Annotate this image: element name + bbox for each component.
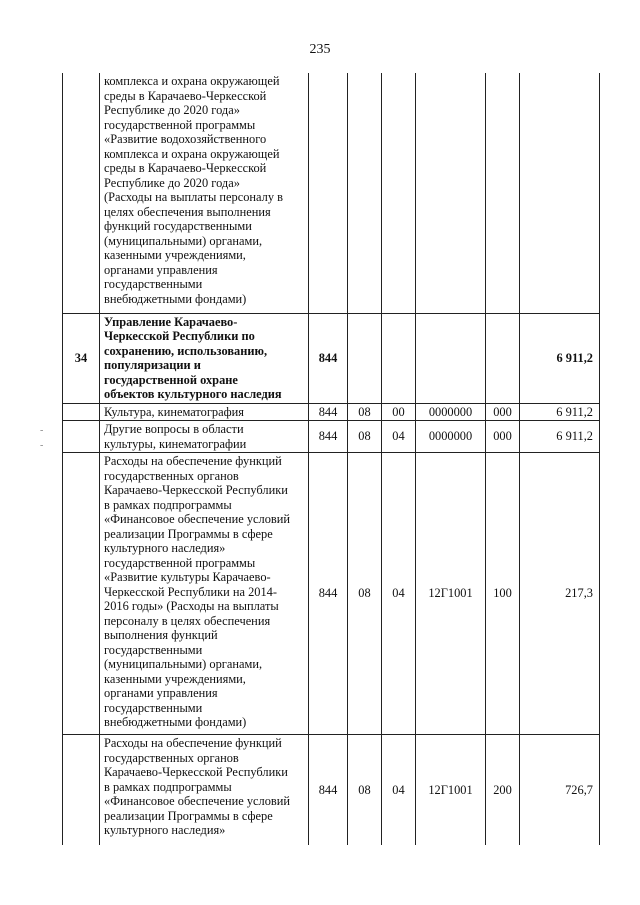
target-code-cell (416, 73, 486, 313)
row-name-cell: Другие вопросы в области культуры, кинематографии (100, 421, 309, 453)
table-row (63, 421, 600, 453)
subsection-code-cell: 04 (382, 453, 416, 735)
expense-type-cell: 100 (486, 453, 520, 735)
target-code-cell: 0000000 (416, 421, 486, 453)
row-name-cell: Расходы на обеспечение функций государственных органов Карачаево-Черкесской Республики в рамках подпрограммы «Финансовое обеспечение условий реализации Программы в сфере культурного наследия» (100, 735, 309, 845)
margin-mark: - (40, 425, 44, 436)
row-number-cell: 34 (63, 313, 100, 403)
table-row (63, 73, 600, 313)
amount-cell: 217,3 (520, 453, 600, 735)
target-code-cell (416, 313, 486, 403)
ministry-code-cell: 844 (309, 453, 348, 735)
table-row (63, 735, 600, 845)
page-number: 235 (309, 42, 331, 57)
row-number-cell (63, 453, 100, 735)
subsection-code-cell (382, 73, 416, 313)
amount-cell: 6 911,2 (520, 403, 600, 421)
table-row (63, 313, 600, 403)
row-number-cell (63, 403, 100, 421)
target-code-cell: 12Г1001 (416, 735, 486, 845)
ministry-code-cell: 844 (309, 735, 348, 845)
section-code-cell (348, 313, 382, 403)
row-number-cell (63, 735, 100, 845)
target-code-cell: 12Г1001 (416, 453, 486, 735)
amount-cell: 6 911,2 (520, 421, 600, 453)
subsection-code-cell: 04 (382, 735, 416, 845)
amount-cell (520, 73, 600, 313)
table-row (63, 453, 600, 735)
row-name-cell: Расходы на обеспечение функций государственных органов Карачаево-Черкесской Республики в рамках подпрограммы «Финансовое обеспечение условий реализации Программы в сфере культурного наследия» государственной программы «Развитие культуры Карачаево- Черкесской Республики на 2014- 2016 годы» (Расходы на выплаты персоналу в целях обеспечения выполнения функций государственными (муниципальными) органами, казенными учреждениями, органами управления государственными внебюджетными фондами) (100, 453, 309, 735)
expense-type-cell (486, 73, 520, 313)
section-code-cell (348, 73, 382, 313)
subsection-code-cell (382, 313, 416, 403)
expense-type-cell (486, 313, 520, 403)
amount-cell: 726,7 (520, 735, 600, 845)
ministry-code-cell: 844 (309, 421, 348, 453)
section-code-cell: 08 (348, 453, 382, 735)
section-code-cell: 08 (348, 421, 382, 453)
row-number-cell (63, 421, 100, 453)
row-name-cell: комплекса и охрана окружающей среды в Карачаево-Черкесской Республике до 2020 года» государственной программы «Развитие водохозяйственного комплекса и охрана окружающей среды в Карачаево-Черкесской Республике до 2020 года» (Расходы на выплаты персоналу в целях обеспечения выполнения функций государственными (муниципальными) органами, казенными учреждениями, органами управления государственными внебюджетными фондами) (100, 73, 309, 313)
margin-mark: - (40, 440, 44, 451)
ministry-code-cell: 844 (309, 403, 348, 421)
subsection-code-cell: 00 (382, 403, 416, 421)
target-code-cell: 0000000 (416, 403, 486, 421)
table-row (63, 403, 600, 421)
ministry-code-cell: 844 (309, 313, 348, 403)
section-code-cell: 08 (348, 735, 382, 845)
budget-table (62, 73, 600, 845)
ministry-code-cell (309, 73, 348, 313)
subsection-code-cell: 04 (382, 421, 416, 453)
expense-type-cell: 000 (486, 421, 520, 453)
amount-cell: 6 911,2 (520, 313, 600, 403)
expense-type-cell: 200 (486, 735, 520, 845)
row-name-cell: Управление Карачаево- Черкесской Республики по сохранению, использованию, популяризации и государственной охране объектов культурного наследия (100, 313, 309, 403)
expense-type-cell: 000 (486, 403, 520, 421)
row-number-cell (63, 73, 100, 313)
section-code-cell: 08 (348, 403, 382, 421)
row-name-cell: Культура, кинематография (100, 403, 309, 421)
